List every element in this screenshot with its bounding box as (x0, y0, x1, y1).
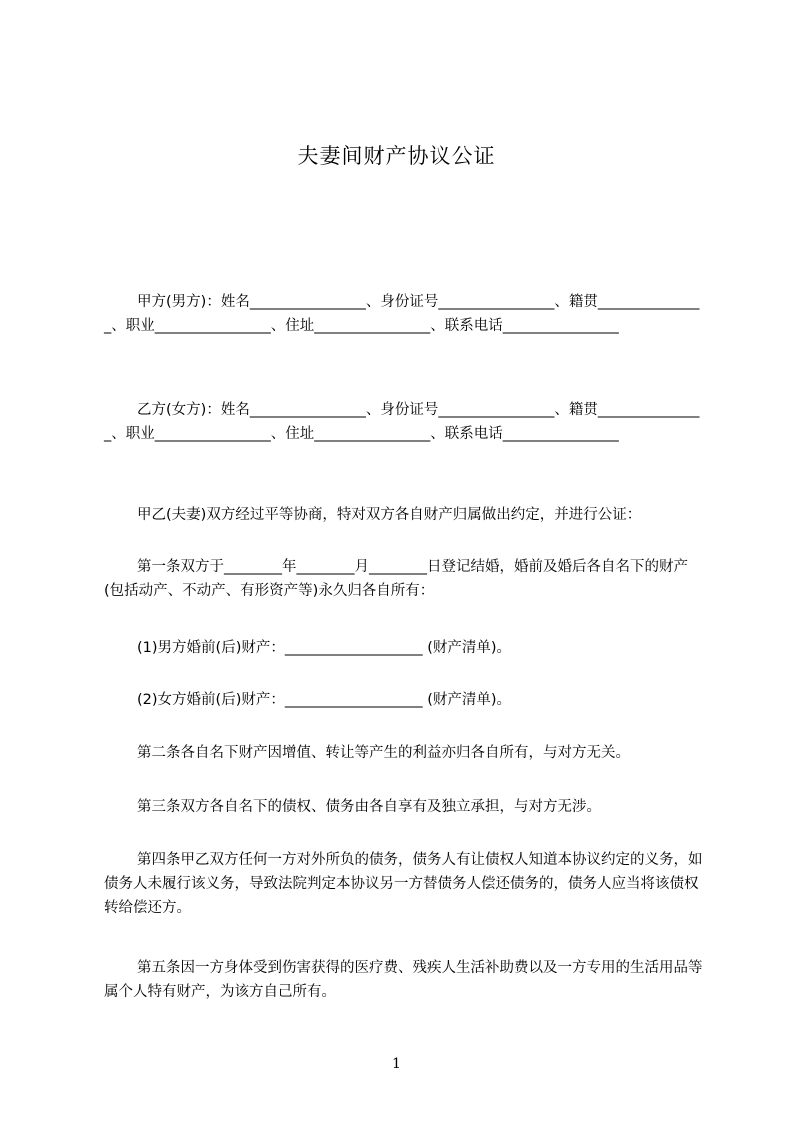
article-3: 第三条双方各自名下的债权、债务由各自享有及独立承担，与对方无涉。 (137, 799, 601, 815)
party-a-info: 甲方(男方)：姓名________________、身份证号________________、籍贯_______________、职业________________、住址________________、联系电话________________ (104, 294, 700, 334)
article-1: 第一条双方于________年________月________日登记结婚，婚前及婚后各自名下的财产(包括动产、不动产、有形资产等)永久归各自所有： (104, 559, 688, 599)
article-4: 第四条甲乙双方任何一方对外所负的债务，债务人有让债权人知道本协议约定的义务，如债务人未履行该义务，导致法院判定本协议另一方替债务人偿还债务的，债务人应当将该债权转给偿还方。 (104, 852, 703, 916)
article-5: 第五条因一方身体受到伤害获得的医疗费、残疾人生活补助费以及一方专用的生活用品等属个人特有财产，为该方自己所有。 (104, 960, 703, 1000)
article-1-item-2: (2)女方婚前(后)财产：___________________ (财产清单)。 (137, 692, 512, 708)
page-number: 1 (392, 1056, 401, 1072)
agreement-intro: 甲乙(夫妻)双方经过平等协商，特对双方各自财产归属做出约定，并进行公证： (137, 507, 642, 523)
article-1-item-1: (1)男方婚前(后)财产：___________________ (财产清单)。 (137, 640, 512, 656)
page-title: 夫妻间财产协议公证 (297, 144, 496, 168)
party-b-info: 乙方(女方)：姓名________________、身份证号________________、籍贯_______________、职业________________、住址________________、联系电话________________ (104, 402, 700, 442)
article-2: 第二条各自名下财产因增值、转让等产生的利益亦归各自所有，与对方无关。 (137, 745, 630, 761)
